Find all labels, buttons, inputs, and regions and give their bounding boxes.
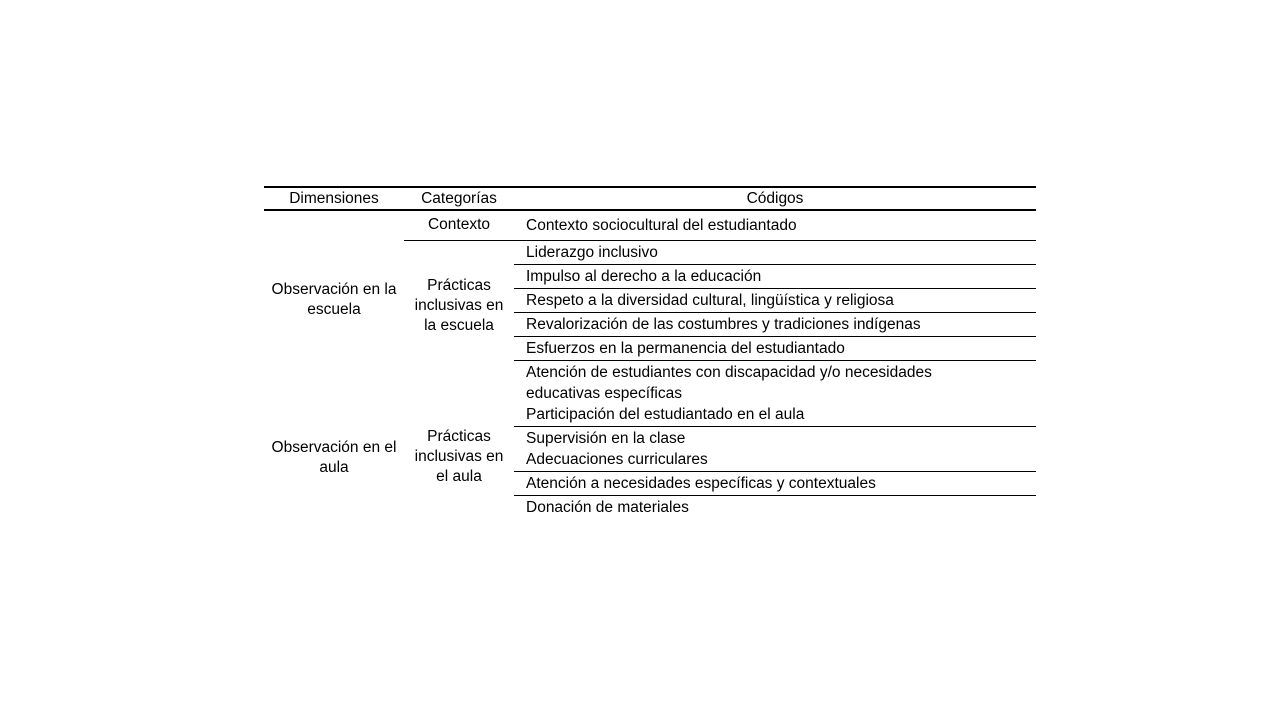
qualitative-coding-table [264, 186, 1036, 519]
code-cell: Contexto sociocultural del estudiantado [514, 210, 1036, 240]
dimension-cell-escuela: Observación en la escuela [271, 281, 397, 318]
code-text: Participación del estudiantado en el aula [526, 405, 805, 423]
table-container [264, 186, 1036, 519]
code-cell: Impulso al derecho a la educación [514, 264, 1036, 288]
table-row-school-code [264, 240, 1036, 264]
code-cell: Revalorización de las costumbres y tradiciones indígenas [514, 312, 1036, 336]
code-cell-group [514, 360, 1036, 426]
header-row [264, 187, 1036, 210]
code-text: Atención de estudiantes con discapacidad y/o necesidades educativas específicas [526, 363, 932, 402]
code-cell: Liderazgo inclusivo [514, 240, 1036, 264]
dimension-cell-aula: Observación en el aula [271, 438, 397, 476]
category-cell-practicas-aula: Prácticas inclusivas en el aula [414, 428, 504, 485]
table-row-contexto [264, 210, 1036, 240]
code-text: Adecuaciones curriculares [526, 450, 708, 468]
column-header-codigos: Códigos [514, 187, 1036, 210]
table-row-classroom-code [264, 360, 1036, 426]
category-cell-practicas-escuela: Prácticas inclusivas en la escuela [414, 276, 504, 334]
code-cell: Esfuerzos en la permanencia del estudiantado [514, 336, 1036, 360]
code-cell: Respeto a la diversidad cultural, lingüística y religiosa [514, 288, 1036, 312]
code-text: Supervisión en la clase [526, 429, 686, 447]
dimension-cell-empty [264, 210, 404, 240]
category-cell-contexto: Contexto [404, 210, 514, 240]
code-cell-group [514, 426, 1036, 471]
column-header-categorias: Categorías [404, 187, 514, 210]
code-cell: Atención a necesidades específicas y contextuales [514, 471, 1036, 495]
column-header-dimensiones: Dimensiones [264, 187, 404, 210]
code-cell: Donación de materiales [526, 498, 689, 516]
